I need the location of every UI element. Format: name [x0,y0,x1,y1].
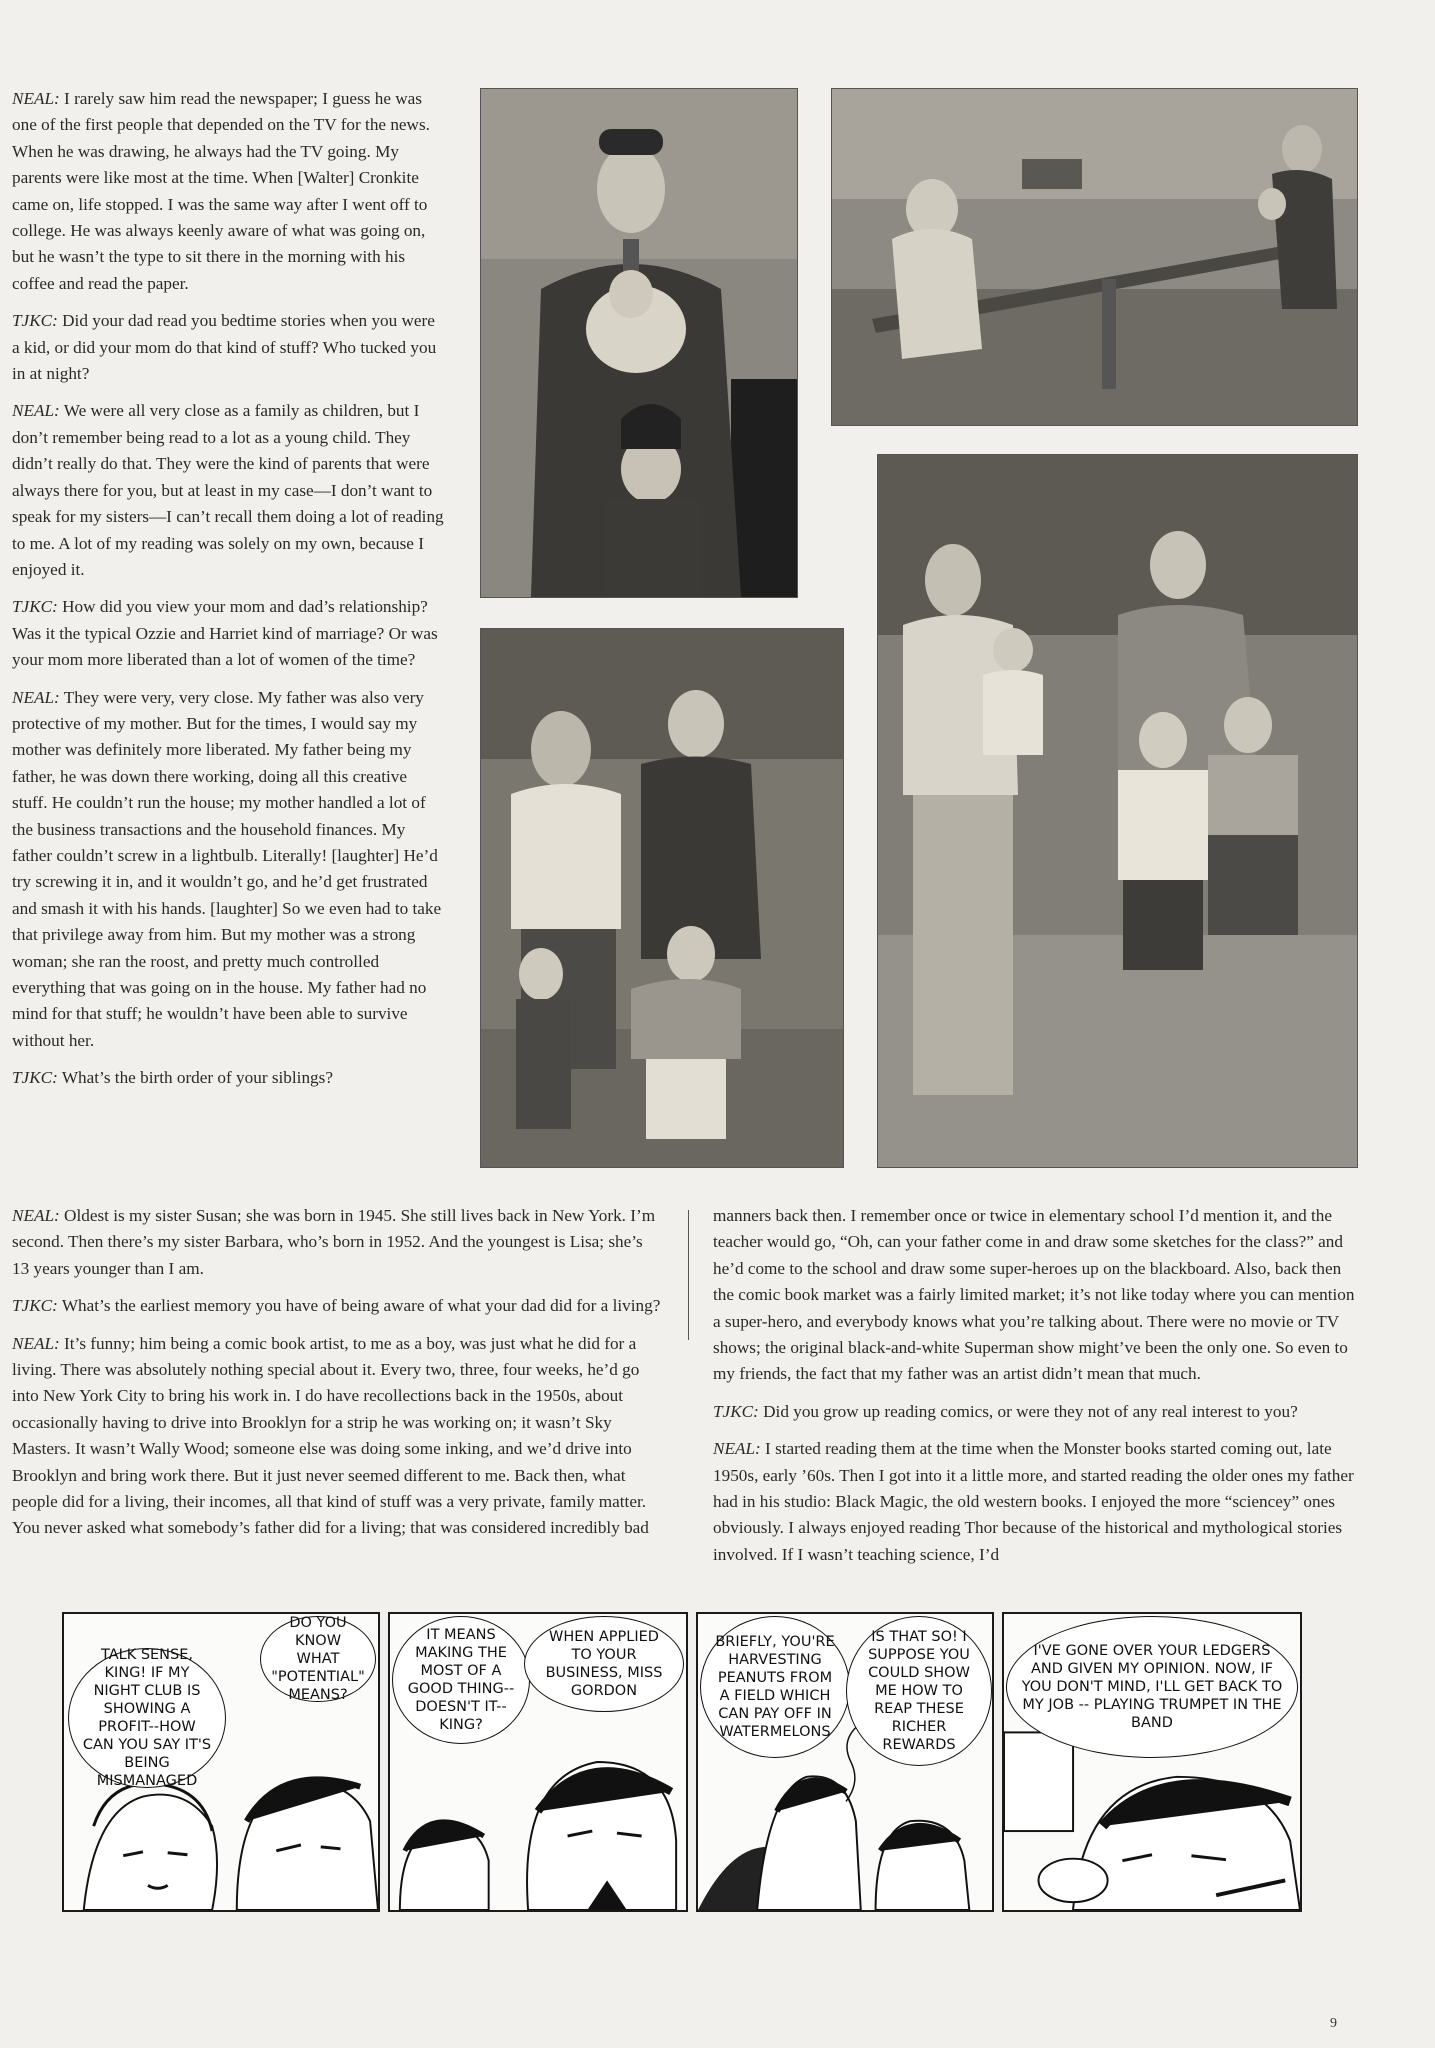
paragraph: TJKC: What’s the earliest memory you have of being aware of what your dad did for a living? [12,1296,661,1316]
speech-balloon: TALK SENSE, KING! IF MY NIGHT CLUB IS SHOWING A PROFIT--HOW CAN YOU SAY IT'S BEING MISMANAGED [68,1648,226,1788]
paragraph: TJKC: How did you view your mom and dad’s relationship? Was it the typical Ozzie and Harriet kind of marriage? Or was your mom more liberated than a lot of women of the time? [12,597,438,670]
paragraph: NEAL: It’s funny; him being a comic book artist, to me as a boy, was just what he did for a living. There was absolutely nothing special about it. Every two, three, four weeks, he’d go into New York City to bring his work in. I do have recollections back in the 1950s, about occasionally having to drive into Brooklyn for a strip he was working on; it wasn’t Sky Masters. It wasn’t Wally Wood; someone else was doing some inking, and we’d drive into Brooklyn and bring work there. But it just never seemed different to me. Back then, what people did for a living, their incomes, all that kind of stuff was a very private, family matter. You never asked what somebody’s father did for a living; that was considered incredibly bad [12,1333,649,1538]
comic-strip [62,1612,1302,1912]
paragraph: NEAL: I started reading them at the time when the Monster books started coming out, late 1950s, early ’60s. Then I got into it a little more, and started reading the older ones my father had in his studio: Black Magic, the old western books. I enjoyed the more “sciencey” ones obviously. I always enjoyed reading Thor because of the historical and mythological stories involved. If I wasn’t teaching science, I’d [713,1439,1354,1564]
speech-balloon: IS THAT SO! I SUPPOSE YOU COULD SHOW ME HOW TO REAP THESE RICHER REWARDS [846,1616,992,1766]
comic-panel-2 [388,1612,688,1912]
paragraph: NEAL: We were all very close as a family as children, but I don’t remember being read to a lot as a young child. They didn’t really do that. They were the kind of parents that were always there for you, but at least in my case—I don’t want to speak for my sisters—I can’t recall them doing a lot of reading to me. A lot of my reading was solely on my own, because I enjoyed it. [12,401,444,579]
interview-column-bottom-right [713,1203,1356,1579]
interview-column-bottom-left [12,1203,664,1553]
comic-panel-3 [696,1612,994,1912]
column-divider [688,1210,689,1340]
speech-balloon: IT MEANS MAKING THE MOST OF A GOOD THING--DOESN'T IT--KING? [392,1616,530,1744]
paragraph: NEAL: I rarely saw him read the newspaper; I guess he was one of the first people that depended on the TV for the news. When he was drawing, he always had the TV going. My parents were like most at the time. When [Walter] Cronkite came on, life stopped. I was the same way after I went off to college. He was always keenly aware of what was going on, but he wasn’t the type to sit there in the morning with his coffee and read the paper. [12,89,430,293]
paragraph: NEAL: Oldest is my sister Susan; she was born in 1945. She still lives back in New York. I’m second. Then there’s my sister Barbara, who’s born in 1952. And the youngest is Lisa; she’s 13 years younger than I am. [12,1206,656,1278]
interview-column-left [12,86,444,1103]
speech-balloon: DO YOU KNOW WHAT "POTENTIAL" MEANS? [260,1616,376,1702]
paragraph: manners back then. I remember once or twice in elementary school I’d mention it, and the teacher would go, “Oh, can your father come in and draw some sketches for the class?” and he’d come to the school and draw some super-heroes up on the blackboard. Also, back then the comic book market was a fairly limited market; it’s not like today where you can mention a super-hero, and everybody knows what you’re talking about. There were no movie or TV shows; the original black-and-white Superman show might’ve been the only one. So even to my friends, the fact that my father was an artist didn’t mean that much. [713,1206,1355,1384]
photo-family-of-four [480,628,844,1168]
photo-playground-seesaw [831,88,1358,426]
photo-father-with-children [480,88,798,598]
comic-panel-1 [62,1612,380,1912]
paragraph: TJKC: Did you grow up reading comics, or were they not of any real interest to you? [713,1401,1298,1421]
comic-panel-4 [1002,1612,1302,1912]
paragraph: TJKC: What’s the birth order of your siblings? [12,1068,333,1088]
speech-balloon: WHEN APPLIED TO YOUR BUSINESS, MISS GORDON [524,1616,684,1712]
paragraph: TJKC: Did your dad read you bedtime stories when you were a kid, or did your mom do that kind of stuff? Who tucked you in at night? [12,311,437,384]
paragraph: NEAL: They were very, very close. My father was also very protective of my mother. But for the times, I would say my mother was definitely more liberated. My father being my father, he was down there working, doing all this creative stuff. He couldn’t run the house; my mother handled a lot of the business transactions and the household finances. My father couldn’t screw in a lightbulb. Literally! [laughter] He’d try screwing it in, and it wouldn’t go, and he’d get frustrated and smash it with his hands. [laughter] So we even had to take that privilege away from him. But my mother was a strong woman; she ran the roost, and pretty much controlled everything that was going on in the house. My father had no mind for that stuff; he wouldn’t have been able to survive without her. [12,687,442,1050]
photo-family-in-park [877,454,1358,1168]
speech-balloon: BRIEFLY, YOU'RE HARVESTING PEANUTS FROM A FIELD WHICH CAN PAY OFF IN WATERMELONS [700,1616,850,1758]
speech-balloon: I'VE GONE OVER YOUR LEDGERS AND GIVEN MY OPINION. NOW, IF YOU DON'T MIND, I'LL GET BACK TO MY JOB -- PLAYING TRUMPET IN THE BAND [1006,1616,1298,1758]
page-number: 9 [1330,2016,1337,2031]
